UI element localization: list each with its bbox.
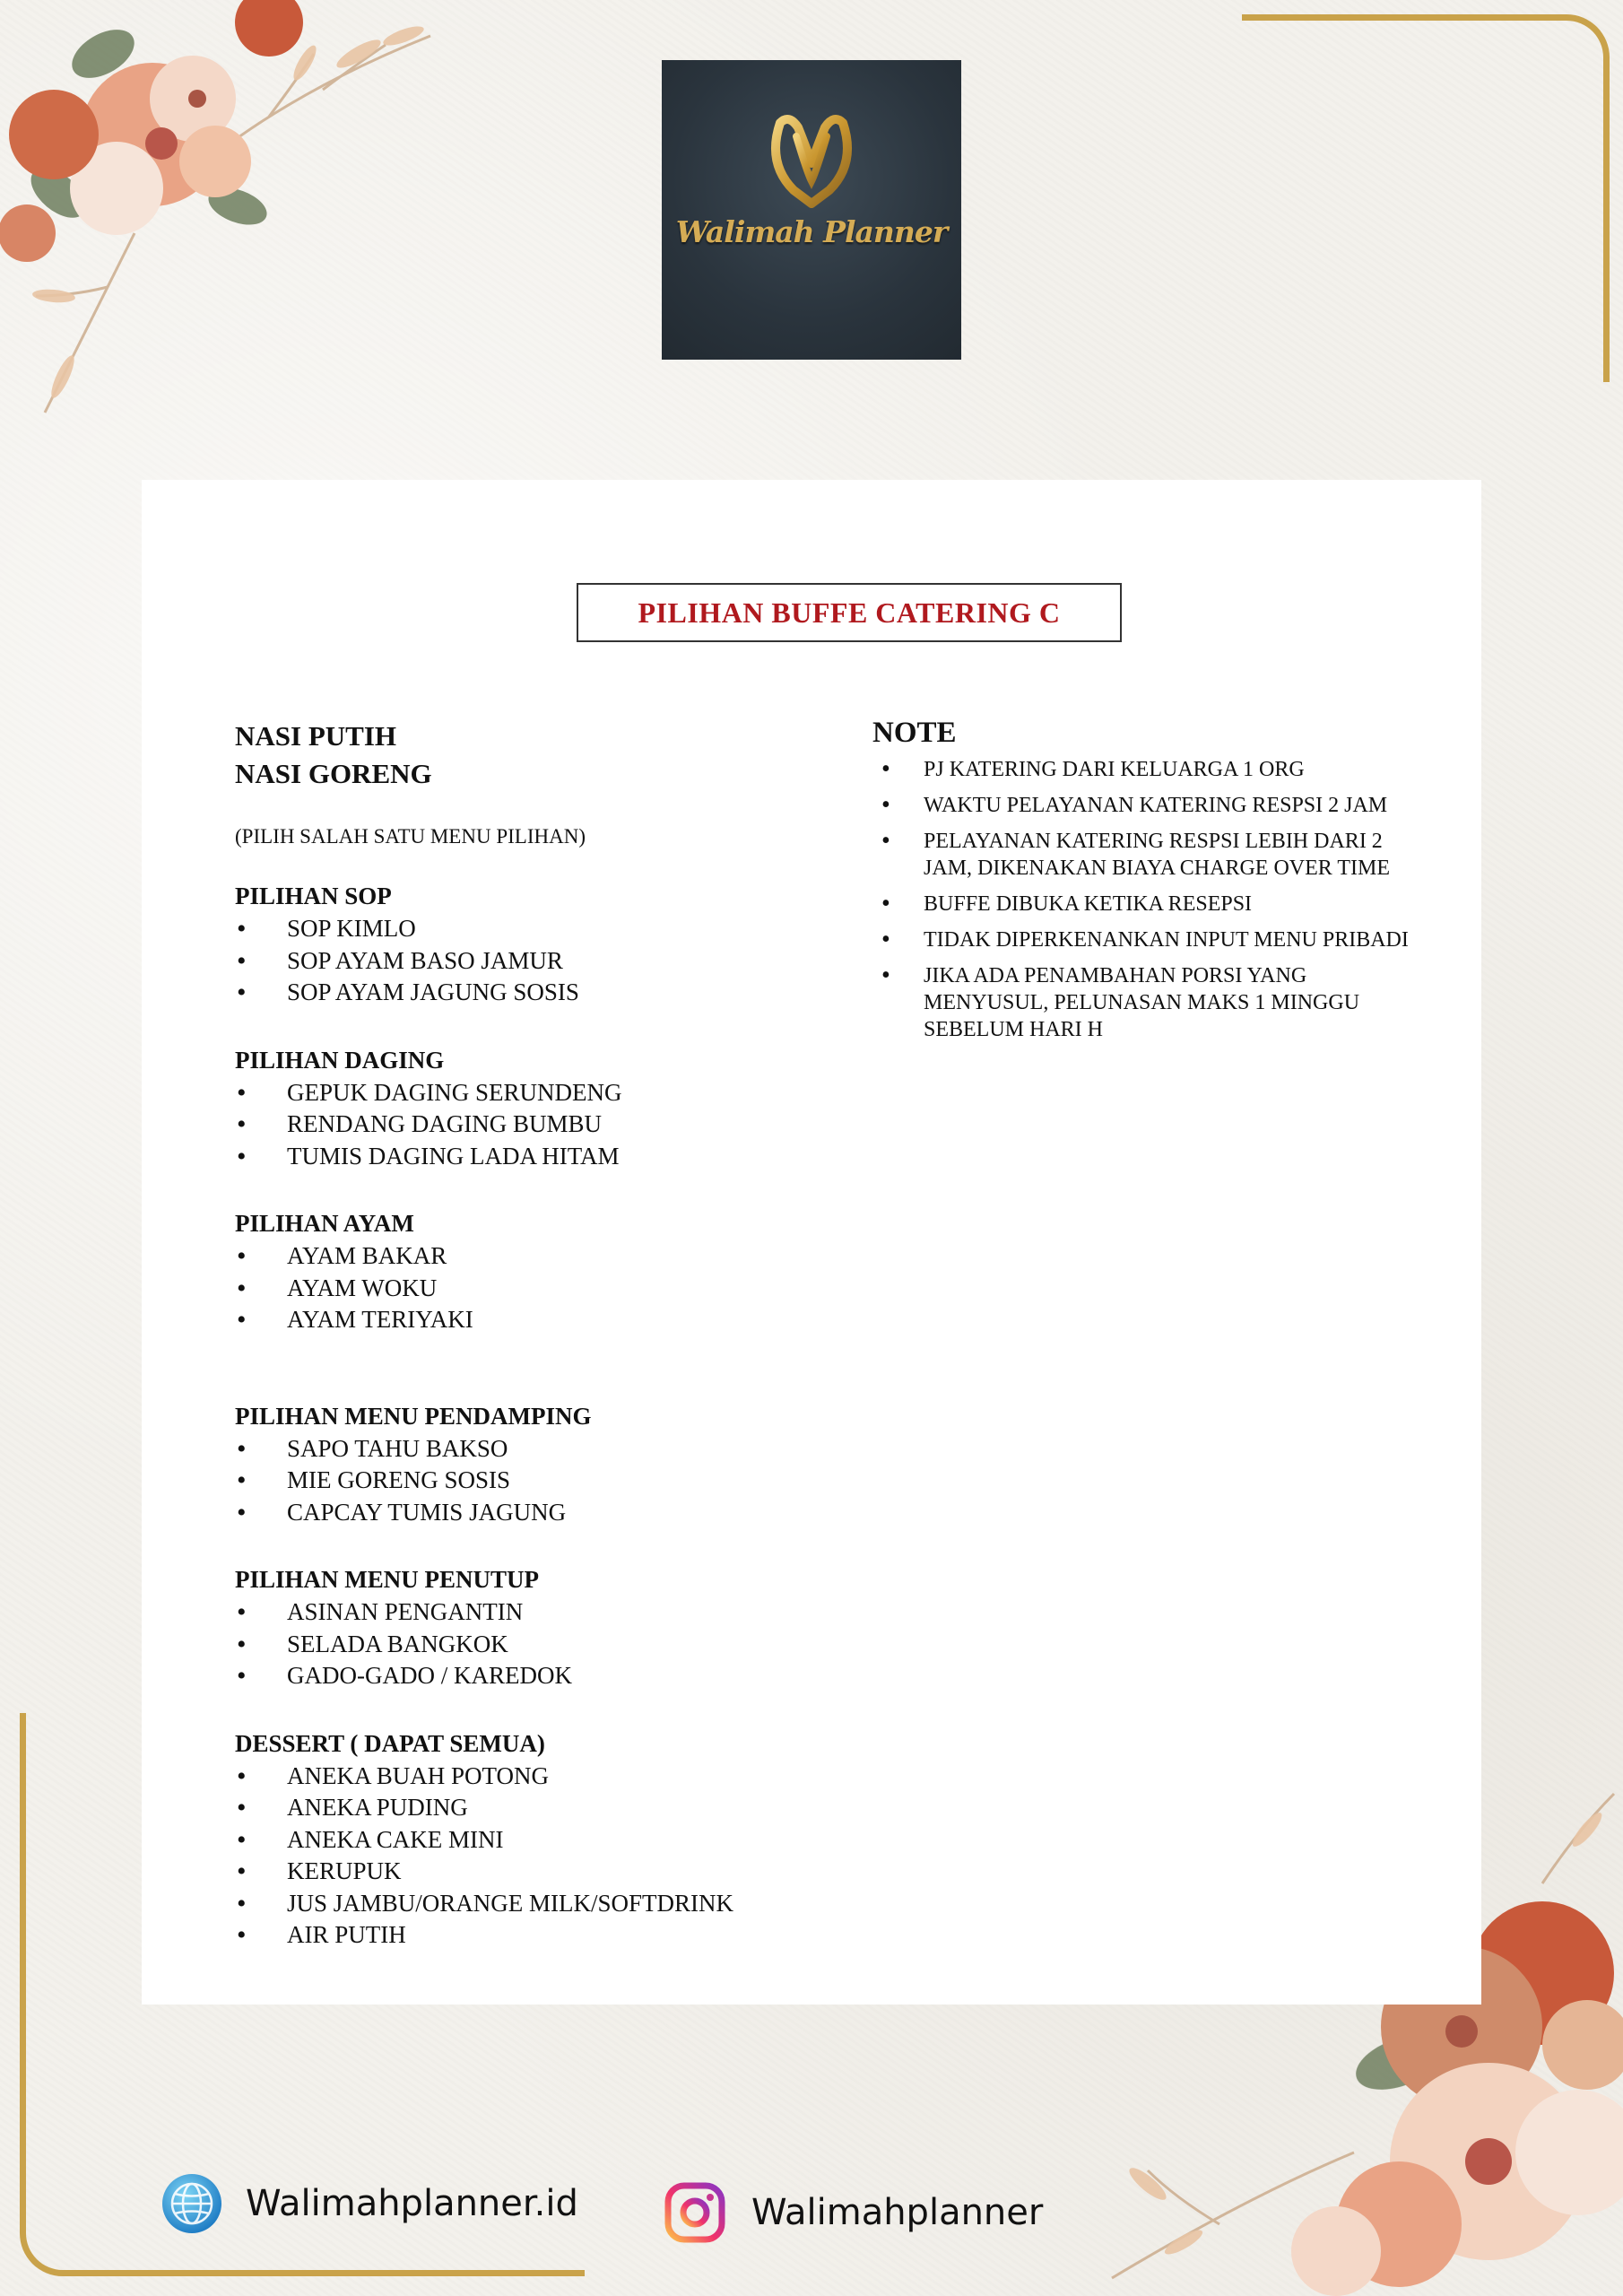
rice-option-1: NASI PUTIH — [235, 720, 397, 752]
note-title: NOTE — [872, 717, 957, 749]
section-title: PILIHAN AYAM — [235, 1210, 414, 1237]
section-sop — [235, 881, 863, 1009]
list-item: • CAPCAY TUMIS JAGUNG — [235, 1497, 863, 1529]
list-item: • ASINAN PENGANTIN — [235, 1596, 863, 1629]
note-column — [872, 715, 1428, 1052]
section-title: PILIHAN DAGING — [235, 1046, 445, 1074]
list-item: • JUS JAMBU/ORANGE MILK/SOFTDRINK — [235, 1888, 863, 1920]
list-item: • AYAM BAKAR — [235, 1240, 863, 1273]
list-item: • GADO-GADO / KAREDOK — [235, 1660, 863, 1692]
note-item: • BUFFE DIBUKA KETIKA RESEPSI — [872, 891, 1428, 918]
note-item: • TIDAK DIPERKENANKAN INPUT MENU PRIBADI — [872, 926, 1428, 953]
footer-website[interactable] — [161, 2173, 578, 2234]
list-item: • AYAM WOKU — [235, 1273, 863, 1305]
instagram-handle: Walimahplanner — [751, 2192, 1044, 2233]
walimah-w-logo-icon — [762, 109, 861, 208]
section-dessert — [235, 1728, 863, 1952]
list-item: • ANEKA CAKE MINI — [235, 1824, 863, 1857]
menu-column — [235, 718, 863, 1952]
section-title: PILIHAN MENU PENUTUP — [235, 1566, 540, 1593]
instagram-icon — [664, 2181, 726, 2244]
list-item: • SELADA BANGKOK — [235, 1629, 863, 1661]
menu-sheet — [142, 480, 1481, 2005]
list-item: • SOP AYAM BASO JAMUR — [235, 945, 863, 978]
list-item: • KERUPUK — [235, 1856, 863, 1888]
note-item: • WAKTU PELAYANAN KATERING RESPSI 2 JAM — [872, 792, 1428, 819]
note-item: • JIKA ADA PENAMBAHAN PORSI YANG MENYUSUL, PELUNASAN MAKS 1 MINGGU SEBELUM HARI H — [872, 962, 1428, 1043]
list-item: • SAPO TAHU BAKSO — [235, 1433, 863, 1465]
list-item: • RENDANG DAGING BUMBU — [235, 1109, 863, 1141]
list-item: • TUMIS DAGING LADA HITAM — [235, 1141, 863, 1173]
rice-option-2: NASI GORENG — [235, 758, 432, 789]
note-item: • PJ KATERING DARI KELUARGA 1 ORG — [872, 756, 1428, 783]
list-item: • ANEKA PUDING — [235, 1792, 863, 1824]
section-pendamping — [235, 1401, 863, 1529]
section-title: PILIHAN SOP — [235, 883, 392, 909]
gold-frame-top-right — [1242, 14, 1610, 382]
list-item: • GEPUK DAGING SERUNDENG — [235, 1077, 863, 1109]
list-item: • SOP KIMLO — [235, 913, 863, 945]
list-item: • ANEKA BUAH POTONG — [235, 1761, 863, 1793]
section-ayam — [235, 1208, 863, 1336]
section-title: PILIHAN MENU PENDAMPING — [235, 1402, 592, 1430]
logo-text: Walimah Planner — [675, 214, 948, 249]
menu-title: PILIHAN BUFFE CATERING C — [577, 583, 1122, 642]
website-text: Walimahplanner.id — [246, 2183, 578, 2224]
globe-icon — [161, 2173, 222, 2234]
section-daging — [235, 1045, 863, 1173]
list-item: • SOP AYAM JAGUNG SOSIS — [235, 977, 863, 1009]
list-item: • MIE GORENG SOSIS — [235, 1465, 863, 1497]
footer-instagram[interactable] — [664, 2181, 1043, 2244]
floral-decoration-top-left — [0, 0, 466, 430]
note-item: • PELAYANAN KATERING RESPSI LEBIH DARI 2 JAM, DIKENAKAN BIAYA CHARGE OVER TIME — [872, 828, 1428, 882]
section-title: DESSERT ( DAPAT SEMUA) — [235, 1729, 545, 1757]
list-item: • AYAM TERIYAKI — [235, 1304, 863, 1336]
list-item: • AIR PUTIH — [235, 1919, 863, 1952]
section-penutup — [235, 1564, 863, 1692]
walimah-planner-logo — [662, 60, 961, 360]
menu-instruction: (PILIH SALAH SATU MENU PILIHAN) — [235, 825, 586, 848]
